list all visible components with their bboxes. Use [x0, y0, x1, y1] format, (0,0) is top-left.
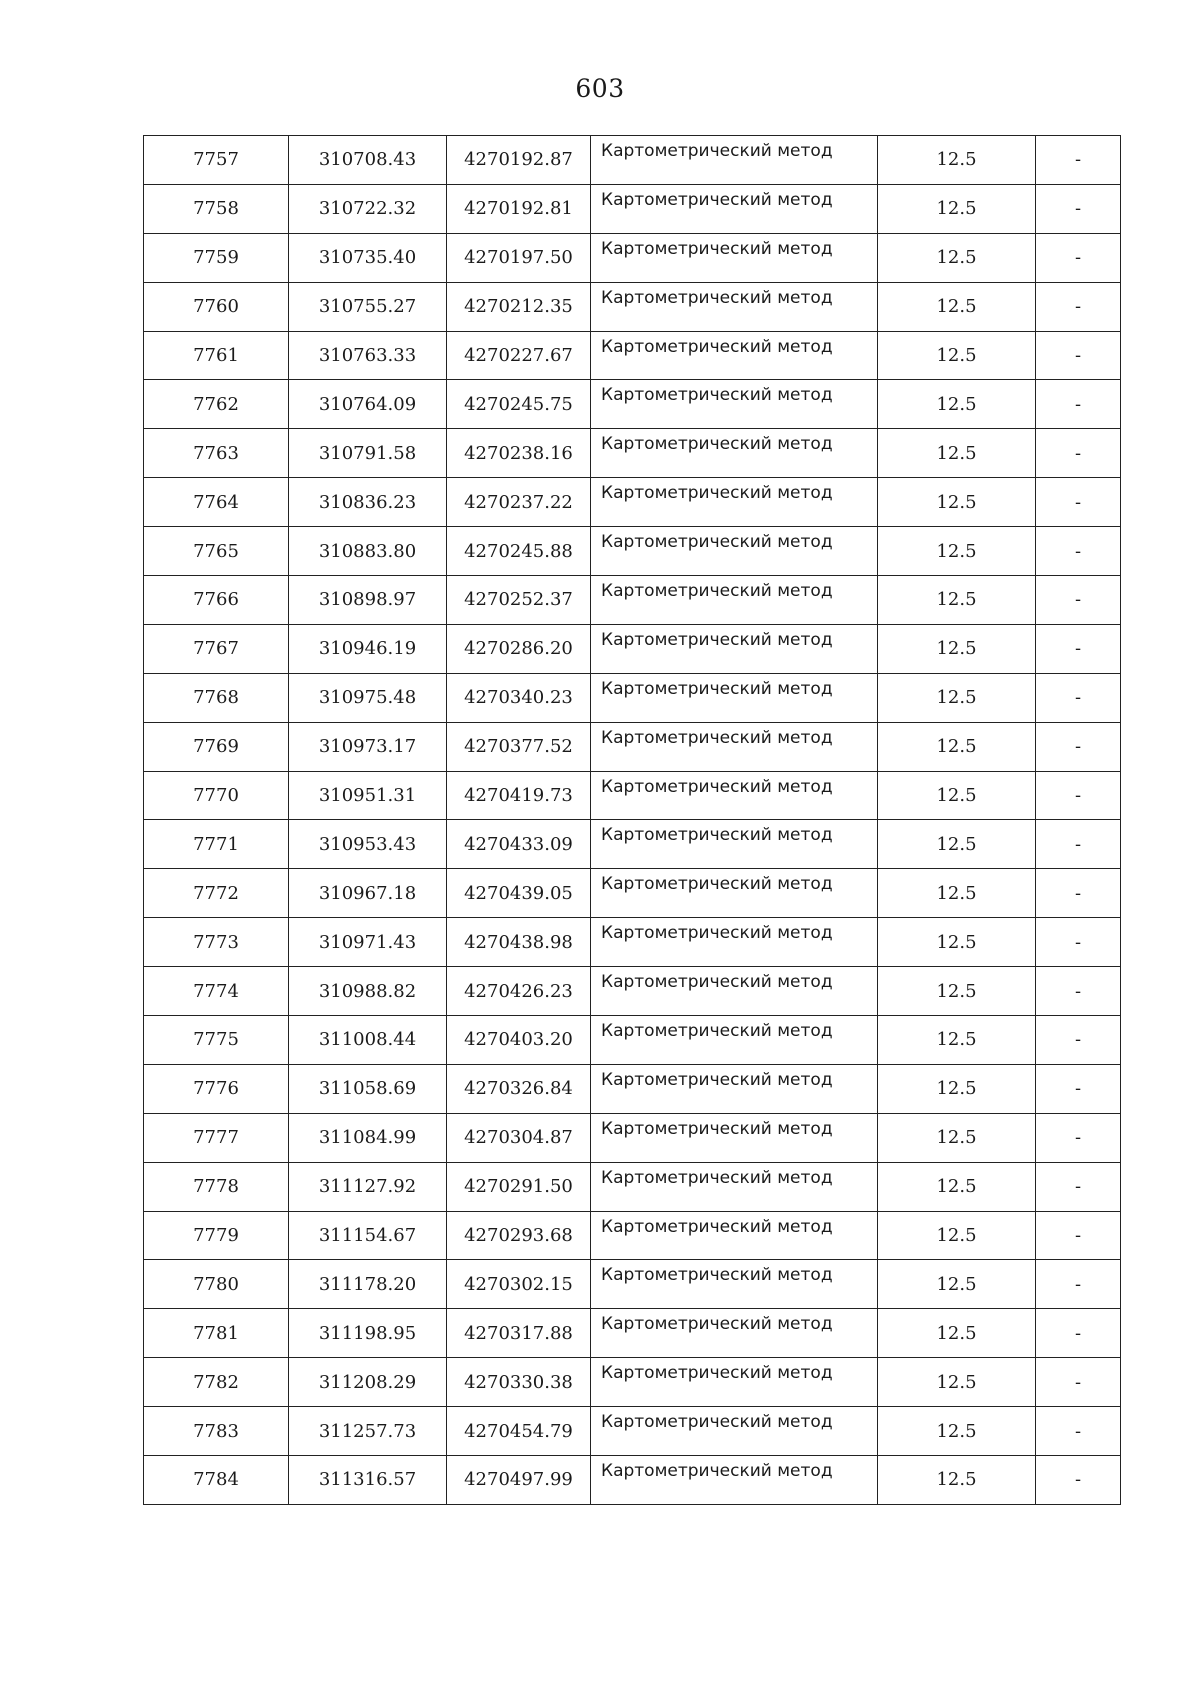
note-cell: -	[1036, 1260, 1121, 1309]
note-cell: -	[1036, 282, 1121, 331]
note-cell: -	[1036, 233, 1121, 282]
table-row	[144, 331, 1121, 380]
table-row	[144, 869, 1121, 918]
accuracy-cell: 12.5	[878, 184, 1036, 233]
point-number-cell: 7768	[144, 673, 289, 722]
method-cell: Картометрический метод	[591, 478, 878, 527]
y-coordinate-cell: 4270438.98	[447, 918, 591, 967]
accuracy-cell: 12.5	[878, 722, 1036, 771]
note-cell: -	[1036, 429, 1121, 478]
y-coordinate-cell: 4270330.38	[447, 1358, 591, 1407]
table-row	[144, 673, 1121, 722]
accuracy-cell: 12.5	[878, 918, 1036, 967]
x-coordinate-cell: 310722.32	[289, 184, 447, 233]
accuracy-cell: 12.5	[878, 1162, 1036, 1211]
table-row	[144, 233, 1121, 282]
point-number-cell: 7760	[144, 282, 289, 331]
method-cell: Картометрический метод	[591, 1456, 878, 1505]
coordinates-table	[143, 135, 1121, 1505]
x-coordinate-cell: 311208.29	[289, 1358, 447, 1407]
y-coordinate-cell: 4270286.20	[447, 624, 591, 673]
method-cell: Картометрический метод	[591, 1407, 878, 1456]
accuracy-cell: 12.5	[878, 136, 1036, 185]
y-coordinate-cell: 4270377.52	[447, 722, 591, 771]
y-coordinate-cell: 4270326.84	[447, 1064, 591, 1113]
note-cell: -	[1036, 1064, 1121, 1113]
accuracy-cell: 12.5	[878, 233, 1036, 282]
x-coordinate-cell: 310755.27	[289, 282, 447, 331]
note-cell: -	[1036, 771, 1121, 820]
method-cell: Картометрический метод	[591, 136, 878, 185]
accuracy-cell: 12.5	[878, 331, 1036, 380]
table-row	[144, 1407, 1121, 1456]
y-coordinate-cell: 4270403.20	[447, 1016, 591, 1065]
y-coordinate-cell: 4270192.87	[447, 136, 591, 185]
note-cell: -	[1036, 184, 1121, 233]
point-number-cell: 7781	[144, 1309, 289, 1358]
note-cell: -	[1036, 478, 1121, 527]
point-number-cell: 7776	[144, 1064, 289, 1113]
table-row	[144, 429, 1121, 478]
point-number-cell: 7773	[144, 918, 289, 967]
y-coordinate-cell: 4270317.88	[447, 1309, 591, 1358]
y-coordinate-cell: 4270245.75	[447, 380, 591, 429]
x-coordinate-cell: 310836.23	[289, 478, 447, 527]
method-cell: Картометрический метод	[591, 624, 878, 673]
x-coordinate-cell: 310967.18	[289, 869, 447, 918]
point-number-cell: 7778	[144, 1162, 289, 1211]
method-cell: Картометрический метод	[591, 380, 878, 429]
x-coordinate-cell: 311178.20	[289, 1260, 447, 1309]
y-coordinate-cell: 4270454.79	[447, 1407, 591, 1456]
accuracy-cell: 12.5	[878, 771, 1036, 820]
x-coordinate-cell: 311058.69	[289, 1064, 447, 1113]
accuracy-cell: 12.5	[878, 282, 1036, 331]
y-coordinate-cell: 4270426.23	[447, 967, 591, 1016]
method-cell: Картометрический метод	[591, 429, 878, 478]
y-coordinate-cell: 4270245.88	[447, 527, 591, 576]
table-row	[144, 527, 1121, 576]
point-number-cell: 7765	[144, 527, 289, 576]
note-cell: -	[1036, 1162, 1121, 1211]
x-coordinate-cell: 311257.73	[289, 1407, 447, 1456]
accuracy-cell: 12.5	[878, 967, 1036, 1016]
x-coordinate-cell: 310951.31	[289, 771, 447, 820]
table-row	[144, 1309, 1121, 1358]
accuracy-cell: 12.5	[878, 1016, 1036, 1065]
method-cell: Картометрический метод	[591, 1113, 878, 1162]
method-cell: Картометрический метод	[591, 1358, 878, 1407]
method-cell: Картометрический метод	[591, 576, 878, 625]
note-cell: -	[1036, 527, 1121, 576]
method-cell: Картометрический метод	[591, 233, 878, 282]
table-row	[144, 1358, 1121, 1407]
accuracy-cell: 12.5	[878, 1407, 1036, 1456]
point-number-cell: 7759	[144, 233, 289, 282]
x-coordinate-cell: 310988.82	[289, 967, 447, 1016]
point-number-cell: 7775	[144, 1016, 289, 1065]
accuracy-cell: 12.5	[878, 820, 1036, 869]
x-coordinate-cell: 310975.48	[289, 673, 447, 722]
point-number-cell: 7780	[144, 1260, 289, 1309]
table-row	[144, 771, 1121, 820]
point-number-cell: 7762	[144, 380, 289, 429]
method-cell: Картометрический метод	[591, 820, 878, 869]
method-cell: Картометрический метод	[591, 1064, 878, 1113]
table-row	[144, 282, 1121, 331]
point-number-cell: 7772	[144, 869, 289, 918]
point-number-cell: 7757	[144, 136, 289, 185]
table-row	[144, 1456, 1121, 1505]
coordinates-table-body	[144, 136, 1121, 1505]
point-number-cell: 7782	[144, 1358, 289, 1407]
point-number-cell: 7774	[144, 967, 289, 1016]
y-coordinate-cell: 4270291.50	[447, 1162, 591, 1211]
page-number: 603	[575, 74, 625, 103]
y-coordinate-cell: 4270212.35	[447, 282, 591, 331]
method-cell: Картометрический метод	[591, 722, 878, 771]
note-cell: -	[1036, 576, 1121, 625]
method-cell: Картометрический метод	[591, 331, 878, 380]
accuracy-cell: 12.5	[878, 1064, 1036, 1113]
method-cell: Картометрический метод	[591, 282, 878, 331]
method-cell: Картометрический метод	[591, 1211, 878, 1260]
note-cell: -	[1036, 136, 1121, 185]
method-cell: Картометрический метод	[591, 184, 878, 233]
x-coordinate-cell: 310971.43	[289, 918, 447, 967]
method-cell: Картометрический метод	[591, 1162, 878, 1211]
x-coordinate-cell: 310946.19	[289, 624, 447, 673]
x-coordinate-cell: 310791.58	[289, 429, 447, 478]
point-number-cell: 7761	[144, 331, 289, 380]
accuracy-cell: 12.5	[878, 1309, 1036, 1358]
accuracy-cell: 12.5	[878, 1358, 1036, 1407]
table-row	[144, 478, 1121, 527]
note-cell: -	[1036, 1407, 1121, 1456]
point-number-cell: 7777	[144, 1113, 289, 1162]
y-coordinate-cell: 4270252.37	[447, 576, 591, 625]
method-cell: Картометрический метод	[591, 527, 878, 576]
y-coordinate-cell: 4270293.68	[447, 1211, 591, 1260]
note-cell: -	[1036, 967, 1121, 1016]
x-coordinate-cell: 311316.57	[289, 1456, 447, 1505]
accuracy-cell: 12.5	[878, 576, 1036, 625]
table-row	[144, 1162, 1121, 1211]
x-coordinate-cell: 310763.33	[289, 331, 447, 380]
note-cell: -	[1036, 722, 1121, 771]
note-cell: -	[1036, 1309, 1121, 1358]
accuracy-cell: 12.5	[878, 1456, 1036, 1505]
accuracy-cell: 12.5	[878, 869, 1036, 918]
method-cell: Картометрический метод	[591, 771, 878, 820]
method-cell: Картометрический метод	[591, 1260, 878, 1309]
table-row	[144, 380, 1121, 429]
point-number-cell: 7769	[144, 722, 289, 771]
note-cell: -	[1036, 1358, 1121, 1407]
point-number-cell: 7783	[144, 1407, 289, 1456]
accuracy-cell: 12.5	[878, 673, 1036, 722]
table-row	[144, 184, 1121, 233]
x-coordinate-cell: 311198.95	[289, 1309, 447, 1358]
note-cell: -	[1036, 1016, 1121, 1065]
y-coordinate-cell: 4270238.16	[447, 429, 591, 478]
y-coordinate-cell: 4270433.09	[447, 820, 591, 869]
accuracy-cell: 12.5	[878, 527, 1036, 576]
y-coordinate-cell: 4270419.73	[447, 771, 591, 820]
accuracy-cell: 12.5	[878, 624, 1036, 673]
method-cell: Картометрический метод	[591, 869, 878, 918]
note-cell: -	[1036, 1211, 1121, 1260]
y-coordinate-cell: 4270192.81	[447, 184, 591, 233]
table-row	[144, 967, 1121, 1016]
x-coordinate-cell: 310708.43	[289, 136, 447, 185]
point-number-cell: 7758	[144, 184, 289, 233]
table-row	[144, 1260, 1121, 1309]
x-coordinate-cell: 311008.44	[289, 1016, 447, 1065]
y-coordinate-cell: 4270302.15	[447, 1260, 591, 1309]
table-row	[144, 1211, 1121, 1260]
x-coordinate-cell: 310953.43	[289, 820, 447, 869]
accuracy-cell: 12.5	[878, 1113, 1036, 1162]
note-cell: -	[1036, 380, 1121, 429]
point-number-cell: 7764	[144, 478, 289, 527]
point-number-cell: 7766	[144, 576, 289, 625]
note-cell: -	[1036, 918, 1121, 967]
y-coordinate-cell: 4270497.99	[447, 1456, 591, 1505]
y-coordinate-cell: 4270197.50	[447, 233, 591, 282]
point-number-cell: 7771	[144, 820, 289, 869]
method-cell: Картометрический метод	[591, 967, 878, 1016]
x-coordinate-cell: 311154.67	[289, 1211, 447, 1260]
table-row	[144, 1113, 1121, 1162]
x-coordinate-cell: 311127.92	[289, 1162, 447, 1211]
table-row	[144, 576, 1121, 625]
note-cell: -	[1036, 1456, 1121, 1505]
note-cell: -	[1036, 624, 1121, 673]
accuracy-cell: 12.5	[878, 1211, 1036, 1260]
point-number-cell: 7784	[144, 1456, 289, 1505]
table-row	[144, 1016, 1121, 1065]
x-coordinate-cell: 310764.09	[289, 380, 447, 429]
accuracy-cell: 12.5	[878, 478, 1036, 527]
table-row	[144, 820, 1121, 869]
method-cell: Картометрический метод	[591, 673, 878, 722]
table-row	[144, 722, 1121, 771]
table-row	[144, 918, 1121, 967]
note-cell: -	[1036, 1113, 1121, 1162]
note-cell: -	[1036, 869, 1121, 918]
method-cell: Картометрический метод	[591, 918, 878, 967]
table-row	[144, 136, 1121, 185]
table-row	[144, 1064, 1121, 1113]
x-coordinate-cell: 310973.17	[289, 722, 447, 771]
y-coordinate-cell: 4270340.23	[447, 673, 591, 722]
y-coordinate-cell: 4270237.22	[447, 478, 591, 527]
point-number-cell: 7779	[144, 1211, 289, 1260]
table-row	[144, 624, 1121, 673]
y-coordinate-cell: 4270304.87	[447, 1113, 591, 1162]
accuracy-cell: 12.5	[878, 1260, 1036, 1309]
accuracy-cell: 12.5	[878, 380, 1036, 429]
x-coordinate-cell: 310898.97	[289, 576, 447, 625]
note-cell: -	[1036, 673, 1121, 722]
x-coordinate-cell: 311084.99	[289, 1113, 447, 1162]
accuracy-cell: 12.5	[878, 429, 1036, 478]
method-cell: Картометрический метод	[591, 1016, 878, 1065]
x-coordinate-cell: 310883.80	[289, 527, 447, 576]
point-number-cell: 7770	[144, 771, 289, 820]
note-cell: -	[1036, 820, 1121, 869]
point-number-cell: 7763	[144, 429, 289, 478]
y-coordinate-cell: 4270439.05	[447, 869, 591, 918]
point-number-cell: 7767	[144, 624, 289, 673]
y-coordinate-cell: 4270227.67	[447, 331, 591, 380]
method-cell: Картометрический метод	[591, 1309, 878, 1358]
x-coordinate-cell: 310735.40	[289, 233, 447, 282]
note-cell: -	[1036, 331, 1121, 380]
